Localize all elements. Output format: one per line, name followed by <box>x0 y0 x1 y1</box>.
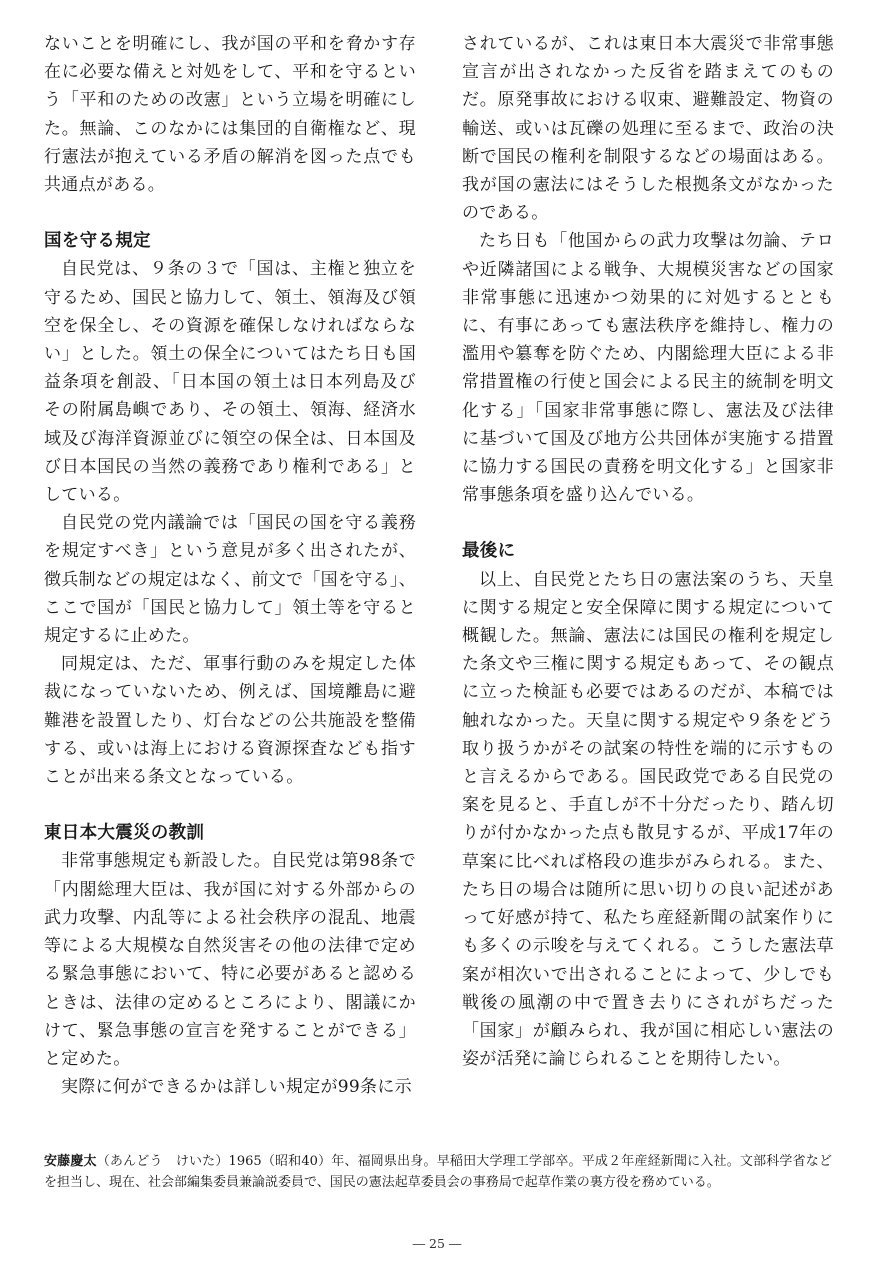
page-number: ― 25 ― <box>412 1236 462 1251</box>
author-bio <box>44 1151 832 1193</box>
paragraph-continued-intro: ないことを明確にし、我が国の平和を脅かす存在に必要な備えと対処をして、平和を守るという「平和のための改憲」という立場を明確にした。無論、このなかには集団的自衛権など、現行憲法が抱えている矛盾の解消を図った点でも共通点がある。 <box>44 34 416 196</box>
paragraph-conclusion: 以上、自民党とたち日の憲法案のうち、天皇に関する規定と安全保障に関する規定について概観した。無論、憲法には国民の権利を規定した条文や三権に関する規定もあって、その観点に立った検証も必要ではあるのだが、本稿では触れなかった。天皇に関する規定や９条をどう取り扱うかがその試案の特性を端的に示すものと言えるからである。国民政党である自民党の案を見ると、手直しが不十分だったり、踏ん切りが付かなかった点も散見するが、平成17年の草案に比べれば格段の進歩がみられる。また、たち日の場合は随所に思い切りの良い記述があって好感が持て、私たち産経新聞の試案作りにも多くの示唆を与えてくれる。こうした憲法草案が相次いで出されることによって、少しでも戦後の風潮の中で置き去りにされがちだった「国家」が顧みられ、我が国に相応しい憲法の姿が活発に論じられることを期待したい。 <box>462 569 834 1070</box>
heading-conclusion: 最後に <box>462 541 516 562</box>
author-bio-text: （あんどう けいた）1965（昭和40）年、福岡県出身。早稲田大学理工学部卒。平成２年産経新聞に入社。文部科学省などを担当し、現在、社会部編集委員兼論説委員で、国民の憲法起草委員会の事務局で起草作業の裏方役を務めている。 <box>44 1154 832 1190</box>
author-name: 安藤慶太 <box>44 1154 97 1169</box>
paragraph-party-debate: 自民党の党内議論では「国民の国を守る義務を規定すべき」という意見が多く出されたが、徴兵制などの規定はなく、前文で「国を守る」、ここで国が「国民と協力して」領土等を守ると規定するに止めた。 <box>44 513 416 647</box>
heading-national-defense: 国を守る規定 <box>44 231 151 252</box>
paragraph-article99: 実際に何ができるかは詳しい規定が99条に示 <box>61 1077 412 1098</box>
paragraph-provision-scope: 同規定は、ただ、軍事行動のみを規定した体裁になっていないため、例えば、国境離島に避難港を設置したり、灯台などの公共施設を整備する、或いは海上における資源探査なども指すことが出来る条文となっている。 <box>44 654 416 788</box>
paragraph-earthquake-reflection: されているが、これは東日本大震災で非常事態宣言が出されなかった反省を踏まえてのものだ。原発事故における収束、避難設定、物資の輸送、或いは瓦礫の処理に至るまで、政治の決断で国民の権利を制限するなどの場面はある。我が国の憲法にはそうした根拠条文がなかったのである。 <box>462 34 834 224</box>
left-column <box>44 30 416 1101</box>
paragraph-article9-3: 自民党は、９条の３で「国は、主権と独立を守るため、国民と協力して、領土、領海及び領空を保全し、その資源を確保しなければならない」とした。領土の保全についてはたち日も国益条項を創設、「日本国の領土は日本列島及びその附属島嶼であり、その領土、領海、経済水域及び海洋資源並びに領空の保全は、日本国及び日本国民の当然の義務であり権利である」としている。 <box>44 259 416 506</box>
paragraph-emergency-article98: 非常事態規定も新設した。自民党は第98条で「内閣総理大臣は、我が国に対する外部からの武力攻撃、内乱等による社会秩序の混乱、地震等による大規模な自然災害その他の法律で定める緊急事態において、特に必要があると認めるときは、法律の定めるところにより、閣議にかけて、緊急事態の宣言を発することができる」と定めた。 <box>44 851 416 1069</box>
paragraph-tachinichi-emergency: たち日も「他国からの武力攻撃は勿論、テロや近隣諸国による戦争、大規模災害などの国家非常事態に迅速かつ効果的に対処するとともに、有事にあっても憲法秩序を維持し、権力の濫用や簒奪を防ぐため、内閣総理大臣による非常措置権の行使と国会による民主的統制を明文化する」「国家非常事態に際し、憲法及び法律に基づいて国及び地方公共団体が実施する措置に協力する国民の責務を明文化する」と国家非常事態条項を盛り込んでいる。 <box>462 231 834 506</box>
heading-earthquake-lessons: 東日本大震災の教訓 <box>44 823 205 844</box>
right-column <box>462 30 834 1073</box>
